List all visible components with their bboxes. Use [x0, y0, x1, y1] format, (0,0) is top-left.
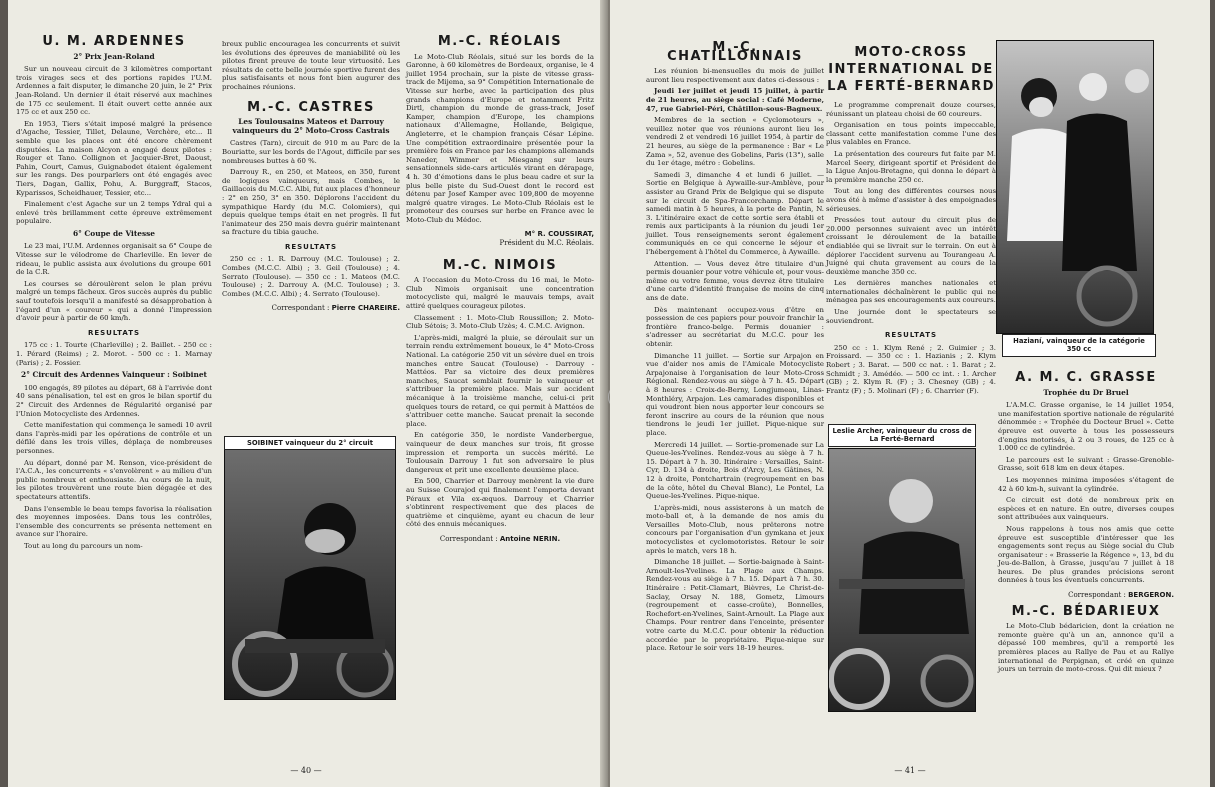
page-number: — 40 — [290, 766, 322, 775]
paragraph: A l'occasion du Moto-Cross du 16 mai, le Moto-Club Nimois organisait une concentration motocycliste qui, malgré le mauvais temps, avait attiré quelques courageux pilotes. [406, 276, 594, 311]
correspondent-name: BERGERON. [1128, 591, 1174, 600]
section-title: MOTO-CROSS INTERNATIONAL DE LA FERTÉ-BERNARD [827, 45, 995, 94]
paragraph: Ce circuit est doté de nombreux prix en espèces et en nature. En outre, diverses coupes sont attribuées aux vainqueurs. [998, 496, 1174, 522]
paragraph: L'A.M.C. Grasse organise, le 14 juillet 1954, une manifestation sportive nationale de régularité dénommée : « Trophée du Docteur Bruel ». Cette épreuve est ouverte à tous les possesseurs d'engins motorisés, à 2 ou 3 roues, de 125 cc à 1.000 cc de cylindrée. [998, 401, 1174, 453]
paragraph: breux public encouragea les concurrents et suivit les évolutions des épreuves de maniabilité où les pilotes firent preuve de toute leur virtuosité. Les résultats de cette belle journée sportive furent des plus satisfaisants et nous font bien augurer des prochaines réunions. [222, 40, 400, 91]
paragraph: Darrouy R., en 250, et Mateos, en 350, furent de logiques vainqueurs, mais Combes, le Gaillacois du M.C.C. Albi, fut aux places d'honneur : 2° en 250, 3° en 350. Déplorons l'accident du sympathique Hardy (du M.C. Colomiers), qui depuis quelque temps était en net progrès. Il fut l'animateur des 250 mais devra guérir maintenant sa fracture du tibia gauche. [222, 168, 400, 237]
signature-role: Président du M.C. Réolais. [499, 239, 594, 248]
column-grasse-bedarieux [998, 370, 1174, 677]
paragraph: Dimanche 11 juillet. — Sortie sur Arpajon en vue d'aider nos amis de l'Amicale Motocycliste Arpajonaise à l'organisation de leur Moto-Cross Régional. Rendez-vous au siège à 7 h. 45. Départ à 8 heures : Croix-de-Berny, Longjumeau, Linas-Monthléry, Arpajon. Les camarades disponibles et qui voudront bien nous apporter leur concours se feront inscrire au cours de la réunion que nous tiendrons le jeudi 1er juillet. Pique-nique sur place. [646, 351, 824, 437]
paragraph: Sur un nouveau circuit de 3 kilomètres comportant trois virages secs et des portions rapides l'U.M. Ardennes a fait disputer, le dimanche 20 juin, le 2° Prix Jean-Roland. Un dernier il était réservé aux machines de 175 cc seulement. Il était ouvert cette année aux 175 cc et aux 250 cc. [16, 65, 212, 117]
paragraph: Le 23 mai, l'U.M. Ardennes organisait sa 6° Coupe de Vitesse sur le vélodrome de Charleville. En lever de rideau, le public assista aux évolutions du groupe 601 de la C.R. [16, 242, 212, 277]
riders-group-photo-illustration [997, 41, 1153, 333]
paragraph: En catégorie 350, le nordiste Vanderbergue, vainqueur de deux manches sur trois, fit grosse impression et remporta un succès mérité. Le Toulousain Darrouy 1 fut son adversaire le plus dangereux et prit une excellente deuxième place. [406, 431, 594, 474]
paragraph: Le Moto-Club bédaricien, dont la création ne remonte guère qu'à un an, annonce qu'il a dépassé 100 membres, qu'il a remporté les premières places au Rallye de Pau et au Rallye international de Perpignan, et créé en quinze jours un terrain de moto-cross. Qui dit mieux ? [998, 622, 1174, 674]
results-heading: RESULTATS [284, 242, 338, 251]
page-number: — 41 — [894, 766, 926, 775]
subtitle: Trophée du Dr Bruel [1043, 387, 1129, 397]
photo-caption: SOIBINET vainqueur du 2° circuit [224, 436, 396, 450]
paragraph: Tout au long du parcours un nom- [24, 541, 143, 550]
paragraph: L'après-midi, nous assisterons à un match de moto-ball et, à la demande de nos amis du Versailles Moto-Club, nous prêterons notre concours par l'organisation d'un gymkana et jeux motocyclistes et cyclomotoristes. Retour le soir après le match, vers 18 h. [646, 503, 824, 555]
paragraph: Les courses se déroulèrent selon le plan prévu malgré un temps fâcheux. Gros succès auprès du public sauf toutefois lorsqu'il a manifesté sa désapprobation à l'égard d'un « coureur » qui a donné l'impression d'avoir peur à partir de 60 km/h. [16, 279, 212, 323]
correspondent-label: Correspondant : [271, 304, 330, 313]
column-um-ardennes [16, 34, 212, 553]
paragraph: Organisation en tous points impeccable, classant cette manifestation comme l'une des plus valables en France. [826, 121, 996, 147]
column-chatillonnais [646, 40, 824, 656]
paragraph: Classement : 1. Moto-Club Roussillon; 2. Moto-Club Sétois; 3. Moto-Club Uzès; 4. C.M.C. Avignon. [406, 313, 594, 331]
correspondent [998, 591, 1174, 600]
results-heading: RESULTATS [884, 331, 938, 340]
correspondent [406, 535, 594, 544]
paragraph: En 1953, Tiers s'était imposé malgré la présence d'Agache, Tessier, Tillet, Delaune, Verchère, etc... Il semble que les places ont été encore chèrement disputées. La maison Alcyon a engagé deux pilotes : Rouger et Tano. Collignon et Jacquier-Bret, Daoust, Pahin, Court, Camus, Guignabodet étaient également sur les rangs. Des pourparlers ont été engagés avec Tiers, Dagan, Gallix, Pohu, A. Burggraff, Stacos, Kyparissos, Scheidhauer, Tessier, etc... [16, 119, 212, 197]
paragraph: Tout au long des différentes courses nous avons été à même d'assister à des empoignades sérieuses. [826, 187, 996, 213]
correspondent-label: Correspondant : [439, 534, 498, 543]
correspondent [222, 304, 400, 313]
paragraph: Finalement c'est Agache sur un 2 temps Ydral qui a enlevé très brillamment cette épreuve extrêmement populaire. [16, 200, 212, 226]
paragraph: Dimanche 18 juillet. — Sortie-baignade à Saint-Arnoult-les-Yvelines. La Plage aux Champs. Rendez-vous au siège à 7 h. 15. Départ à 7 h. 30. Itinéraire : Petit-Clamart, Bièvres, Le Christ-de-Saclay, Orsay N. 188, Gometz, Limours (regroupement et casse-croûte), Bonnelles, Rochefort-en-Yvelines, Saint-Arnoult. La Plage aux Champs. Pour rentrer dans l'enceinte, présenter votre carte du M.C.C. pour obtenir la réduction accordée par le propriétaire. Pique-nique sur place. Retour le soir vers 18-19 heures. [646, 558, 824, 653]
signature [406, 230, 594, 247]
photo-soibinet [224, 448, 396, 700]
subtitle: 6° Coupe de Vitesse [72, 228, 156, 238]
paragraph: Pressées tout autour du circuit plus de 20.000 personnes suivaient avec un intérêt croissant le déroulement de la bataille endiablée qui se livrait sur le terrain. On eut à déplorer l'accident survenu au Tourangeau A. Juigné qui chuta gravement au cours de la deuxième manche 350 cc. [826, 216, 996, 276]
paragraph: Nous rappelons à tous nos amis que cette épreuve est susceptible d'intéresser que les engagements sont reçus au Siège social du Club organisateur : « Brasserie la Régence », 13, bd du Jeu-de-Ballon, à Grasse, jusqu'au 7 juillet à 18 heures. De plus grandes précisions seront données à tous les éventuels concurrents. [998, 524, 1174, 585]
paragraph: Dans l'ensemble le beau temps favorisa la réalisation des moyennes imposées. Dans tous les contrôles, l'ensemble des concurrents se présenta nettement en avance sur l'horaire. [16, 504, 212, 539]
paragraph: En 500, Charrier et Darrouy menèrent la vie dure au Suisse Courajod qui finalement l'emporta devant Péraux et Vila ex-æquos. Darrouy et Charrier s'obtinrent respectivement que des places de quatrième et cinquième, ayant eu chacun de leur côté des ennuis mécaniques. [406, 477, 594, 529]
right-page [610, 0, 1210, 787]
paragraph: Les réunion bi-mensuelles du mois de juillet auront lieu respectivement aux dates ci-dessous : [646, 67, 824, 84]
section-title: U. M. ARDENNES [42, 34, 186, 49]
paragraph: Une journée dont le spectateurs se souviendront. [826, 308, 996, 325]
paragraph: Dès maintenant occupez-vous d'être en possession de ces papiers pour pouvoir franchir la frontière franco-belge. Permis douanier : s'adresser au secrétariat du M.C.C. pour les obtenir. [646, 305, 824, 348]
column-reolais-nimois [406, 34, 594, 547]
section-title: M.-C. BÉDARIEUX [1011, 603, 1161, 619]
column-ferte-bernard [826, 40, 996, 398]
paragraph: 100 engagés, 89 pilotes au départ, 68 à l'arrivée dont 40 sans pénalisation, tel est en gros le bilan sportif du 2° Circuit des Ardennes de Régularité organisé par l'Union Motocycliste des Ardennes. [16, 383, 212, 418]
results-text: 175 cc : 1. Tourte (Charleville) ; 2. Baillet. - 250 cc : 1. Pérard (Reims) ; 2. Morot. - 500 cc : 1. Marnay (Paris) ; 2. Fossier. [16, 341, 212, 367]
paragraph: Les moyennes minima imposées s'étagent de 42 à 60 km-h, suivant la cylindrée. [998, 475, 1174, 493]
paragraph: Le parcours est le suivant : Grasse-Grenoble-Grasse, soit 618 km en deux étapes. [998, 455, 1174, 473]
column-castres [222, 40, 400, 317]
subtitle: Les Toulousains Mateos et Darrouy vainqueurs du 2° Moto-Cross Castrais [232, 117, 390, 135]
rider-photo-illustration [829, 449, 975, 711]
correspondent-name: Pierre CHAREIRE. [331, 304, 400, 313]
paragraph: Jeudi 1er juillet et jeudi 15 juillet, à partir de 21 heures, au siège social : Café Moderne, 47, rue Gabriel-Péri, Châtillon-sous-Bagneux. [646, 87, 824, 113]
photo-haziani [996, 40, 1154, 334]
left-page [8, 0, 606, 787]
paragraph: La présentation des coureurs fut faite par M. Marcel Seery, dirigeant sportif et Président de la Ligue Anjou-Bretagne, qui donna le départ à la première manche 250 cc. [826, 149, 996, 184]
section-title: M.-C. CASTRES [247, 99, 375, 115]
photo-archer [828, 448, 976, 712]
rider-photo-illustration [225, 449, 395, 699]
paragraph: Attention. — Vous devez être titulaire d'un permis douanier pour votre véhicule et, pour vous-même ou votre femme, vous devrez être titulaire d'une carte d'identité française de moins de cinq ans de date. [646, 259, 824, 303]
section-title: A. M. C. GRASSE [1015, 370, 1157, 385]
subtitle: 2° Circuit des Ardennes Vainqueur : Soibinet [21, 370, 207, 380]
paragraph: Samedi 3, dimanche 4 et lundi 6 juillet. — Sortie en Belgique à Aywaille-sur-Amblève, pour assister au Grand Prix de Belgique qui se dispute sur le circuit de Spa-Francorchamp. Départ le samedi matin à 5 heures, à la porte de Pantin, N. 3. L'itinéraire exact de cette sortie sera établi et remis aux participants à la réunion du jeudi 1er juillet. Tous renseignements seront également communiqués en ce qui concerne le séjour et l'hébergement à l'hôtel du Commerce, à Aywaille. [646, 170, 824, 257]
section-title: M.-C. RÉOLAIS [437, 34, 563, 49]
paragraph: Au départ, donné par M. Renson, vice-président de l'A.C.A., les concurrents « s'envolèrent » au milieu d'un public nombreux et enthousiaste. Au cours de la nuit, les pilotes trouvèrent une route bien dégagée et des spectateurs attentifs. [16, 458, 212, 501]
paragraph: Mercredi 14 juillet. — Sortie-promenade sur La Queue-les-Yvelines. Rendez-vous au siège à 7 h. 15. Départ à 7 h. 30. Itinéraire : Versailles, Saint-Cyr, D. 134 à droite, Bois d'Arcy, Les Gâtines, N. 12 à droite, Pontchartrain (regroupement en bas de la côte, hôtel du Cheval Blanc), Le Pontel, La Queue-les-Yvelines. Pique-nique. [646, 440, 824, 501]
results-text: 250 cc : 1. R. Darrouy (M.C. Toulouse) ; 2. Combes (M.C.C. Albi) ; 3. Geil (Toulouse) ; 4. Serrato (Toulouse). — 350 cc : 1. Mateos (M.C. Toulouse) ; 2. Darrouy A. (M.C. Toulouse) ; 3. Combes (M.C.C. Albi) ; 4. Serrato (Toulouse). [222, 255, 400, 298]
section-title: M.-C. NIMOIS [442, 257, 558, 273]
signature-name: M° R. COUSSIRAT, [524, 230, 594, 239]
paragraph: Les dernières manches nationales et internationales déchaînèrent le public qui ne ménagea pas ses encouragements aux coureurs. [826, 279, 996, 305]
subtitle: 2° Prix Jean-Roland [73, 51, 155, 61]
results-text: 250 cc : 1. Klym René ; 2. Guimier ; 3. Froissard. — 350 cc : 1. Hazianis ; 2. Klym Robert ; 3. Barat. — 500 cc nat. : 1. Barat ; 2. Schmidt ; 3. Amédéo. — 500 cc int. : 1. Archer (GB) ; 2. Klym R. (F) ; 3. Chesney (GB) ; 4. Frantz (F) ; 5. Molinari (F) ; 6. Charrier (F). [826, 343, 996, 395]
photo-caption: Hazianí, vainqueur de la catégorie 350 cc [1002, 334, 1156, 357]
paragraph: Le programme comprenait douze courses, réunissant un plateau choisi de 60 coureurs. [826, 101, 996, 118]
paragraph: Le Moto-Club Réolais, situé sur les bords de la Garonne, à 60 kilomètres de Bordeaux, organise, le 4 juillet 1954 prochain, sur la piste de vitesse grass-track de Mijema, sa 9° Compétition Internationale de Vitesse sur herbe, avec la participation des plus grands champions d'Europe et notamment Fritz Dirtl, champion du monde de grass-track, Josef Kamper, champion d'Europe, les champions nationaux d'Allemagne, Hollande, Belgique, Angleterre, et le champion français César Lépine. Une compétition extraordinaire présentée pour la première fois en France par les champions allemands Naneder, Wimmer et Miesgang sur leurs sensationnels side-cars articulés virant en dérapage, 4 h. 30 d'émotions dans le plus beau cadre et sur la plus belle piste du Sud-Ouest dont le record est détenu par Josef Kamper avec 109,800 de moyenne malgré quatre virages. Le Moto-Club Réolais est le promoteur des courses sur herbe en France avec le Moto-Club du Médoc. [406, 52, 594, 224]
paragraph: L'après-midi, malgré la pluie, se déroulait sur un terrain rendu extrêmement boueux, le 4° Moto-Cross National. La catégorie 250 vit un sévère duel en trois manches entre Saucat (Toulouse) - Darrouy - Mattéos. Par sa victoire des deux premières manches, Saucat semblait fournir le vainqueur et s'attribuer la première place. Mais sur accident mécanique à la troisième manche, celui-ci prit quelques tours de retard, ce qui permit à Mattéos de s'attribuer cette manche. Saucat prenait la seconde place. [406, 333, 594, 428]
correspondent-label: Correspondant : [1068, 591, 1126, 600]
correspondent-name: Antoine NERIN. [499, 534, 561, 543]
results-heading: RESULTATS [87, 328, 141, 337]
photo-caption: Leslie Archer, vainqueur du cross de La Ferté-Bernard [828, 424, 976, 447]
paragraph: Castres (Tarn), circuit de 910 m au Parc de la Bouriatte, sur les bords de l'Agout, difficile par ses nombreuses buttes à 60 %. [222, 139, 401, 165]
paragraph: Cette manifestation qui commença le samedi 10 avril dans l'après-midi par les opérations de contrôle et un défilé dans les trois villes, déplaça de nombreuses personnes. [16, 421, 212, 455]
section-title: M.-C. CHATILLONNAIS [667, 40, 803, 64]
paragraph: Membres de la section « Cyclomoteurs », veuillez noter que vos réunions auront lieu les vendredi 2 et vendredi 16 juillet 1954, à partir de 21 heures, au siège de la permanence : Bar « Le Zama », 52, avenue des Gobelins, Paris (13°), salle du 1er étage, métro : Gobelins. [646, 116, 824, 168]
